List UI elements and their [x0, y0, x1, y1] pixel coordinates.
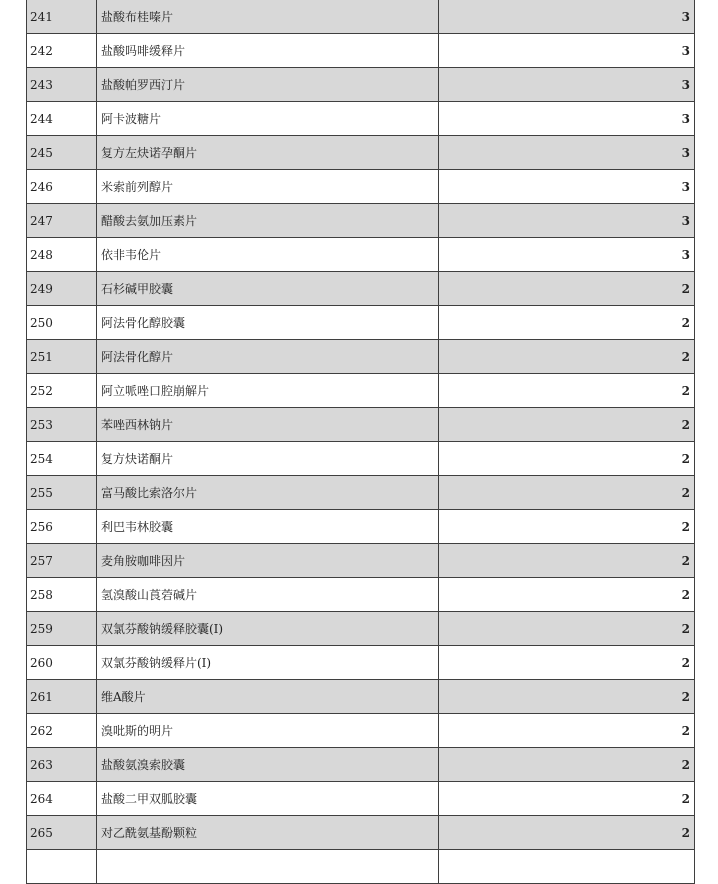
drug-name-cell: 复方左炔诺孕酮片 — [97, 136, 439, 170]
drug-name-cell: 富马酸比索洛尔片 — [97, 476, 439, 510]
row-number-cell: 241 — [27, 0, 97, 34]
table-row — [27, 374, 695, 408]
drug-table-body — [27, 0, 695, 884]
table-row — [27, 782, 695, 816]
table-row — [27, 136, 695, 170]
count-cell: 2 — [439, 272, 695, 306]
count-cell: 3 — [439, 170, 695, 204]
row-number-cell — [27, 850, 97, 884]
drug-name-cell: 溴吡斯的明片 — [97, 714, 439, 748]
row-number-cell: 250 — [27, 306, 97, 340]
drug-name-cell: 阿卡波糖片 — [97, 102, 439, 136]
row-number-cell: 244 — [27, 102, 97, 136]
row-number-cell: 246 — [27, 170, 97, 204]
row-number-cell: 264 — [27, 782, 97, 816]
table-row — [27, 102, 695, 136]
count-cell: 2 — [439, 408, 695, 442]
row-number-cell: 263 — [27, 748, 97, 782]
table-row — [27, 170, 695, 204]
row-number-cell: 253 — [27, 408, 97, 442]
table-row — [27, 680, 695, 714]
count-cell: 3 — [439, 34, 695, 68]
count-cell: 3 — [439, 102, 695, 136]
table-row — [27, 816, 695, 850]
count-cell: 2 — [439, 306, 695, 340]
drug-table-container — [26, 0, 694, 884]
count-cell: 2 — [439, 544, 695, 578]
table-row — [27, 442, 695, 476]
row-number-cell: 243 — [27, 68, 97, 102]
table-row — [27, 238, 695, 272]
table-row — [27, 34, 695, 68]
drug-name-cell: 对乙酰氨基酚颗粒 — [97, 816, 439, 850]
count-cell: 2 — [439, 782, 695, 816]
count-cell: 2 — [439, 476, 695, 510]
drug-name-cell: 米索前列醇片 — [97, 170, 439, 204]
drug-name-cell: 石杉碱甲胶囊 — [97, 272, 439, 306]
row-number-cell: 261 — [27, 680, 97, 714]
table-row — [27, 204, 695, 238]
drug-name-cell: 盐酸二甲双胍胶囊 — [97, 782, 439, 816]
count-cell — [439, 850, 695, 884]
row-number-cell: 256 — [27, 510, 97, 544]
count-cell: 2 — [439, 340, 695, 374]
drug-name-cell: 氢溴酸山莨菪碱片 — [97, 578, 439, 612]
table-row — [27, 408, 695, 442]
row-number-cell: 252 — [27, 374, 97, 408]
drug-name-cell: 阿法骨化醇胶囊 — [97, 306, 439, 340]
row-number-cell: 255 — [27, 476, 97, 510]
drug-name-cell: 盐酸布桂嗪片 — [97, 0, 439, 34]
row-number-cell: 262 — [27, 714, 97, 748]
table-row — [27, 646, 695, 680]
drug-name-cell: 双氯芬酸钠缓释胶囊(I) — [97, 612, 439, 646]
row-number-cell: 258 — [27, 578, 97, 612]
table-row — [27, 850, 695, 884]
count-cell: 2 — [439, 442, 695, 476]
row-number-cell: 260 — [27, 646, 97, 680]
drug-name-cell: 醋酸去氨加压素片 — [97, 204, 439, 238]
count-cell: 2 — [439, 680, 695, 714]
row-number-cell: 257 — [27, 544, 97, 578]
table-row — [27, 0, 695, 34]
row-number-cell: 247 — [27, 204, 97, 238]
drug-name-cell: 麦角胺咖啡因片 — [97, 544, 439, 578]
table-row — [27, 272, 695, 306]
count-cell: 2 — [439, 612, 695, 646]
count-cell: 3 — [439, 238, 695, 272]
table-row — [27, 68, 695, 102]
table-row — [27, 612, 695, 646]
count-cell: 2 — [439, 510, 695, 544]
drug-name-cell: 维A酸片 — [97, 680, 439, 714]
table-row — [27, 306, 695, 340]
drug-name-cell: 阿法骨化醇片 — [97, 340, 439, 374]
count-cell: 2 — [439, 578, 695, 612]
count-cell: 3 — [439, 136, 695, 170]
count-cell: 2 — [439, 374, 695, 408]
row-number-cell: 265 — [27, 816, 97, 850]
row-number-cell: 245 — [27, 136, 97, 170]
table-row — [27, 578, 695, 612]
table-row — [27, 748, 695, 782]
drug-name-cell: 盐酸帕罗西汀片 — [97, 68, 439, 102]
row-number-cell: 259 — [27, 612, 97, 646]
drug-name-cell: 阿立哌唑口腔崩解片 — [97, 374, 439, 408]
drug-table — [26, 0, 695, 884]
count-cell: 3 — [439, 0, 695, 34]
drug-name-cell: 复方炔诺酮片 — [97, 442, 439, 476]
table-row — [27, 510, 695, 544]
table-row — [27, 544, 695, 578]
table-row — [27, 476, 695, 510]
count-cell: 3 — [439, 68, 695, 102]
count-cell: 3 — [439, 204, 695, 238]
row-number-cell: 251 — [27, 340, 97, 374]
row-number-cell: 249 — [27, 272, 97, 306]
drug-name-cell: 双氯芬酸钠缓释片(I) — [97, 646, 439, 680]
count-cell: 2 — [439, 816, 695, 850]
drug-name-cell: 盐酸氨溴索胶囊 — [97, 748, 439, 782]
count-cell: 2 — [439, 714, 695, 748]
table-row — [27, 340, 695, 374]
drug-name-cell: 依非韦伦片 — [97, 238, 439, 272]
drug-name-cell: 利巴韦林胶囊 — [97, 510, 439, 544]
drug-name-cell: 盐酸吗啡缓释片 — [97, 34, 439, 68]
table-row — [27, 714, 695, 748]
row-number-cell: 254 — [27, 442, 97, 476]
drug-name-cell — [97, 850, 439, 884]
drug-name-cell: 苯唑西林钠片 — [97, 408, 439, 442]
count-cell: 2 — [439, 646, 695, 680]
row-number-cell: 242 — [27, 34, 97, 68]
row-number-cell: 248 — [27, 238, 97, 272]
count-cell: 2 — [439, 748, 695, 782]
